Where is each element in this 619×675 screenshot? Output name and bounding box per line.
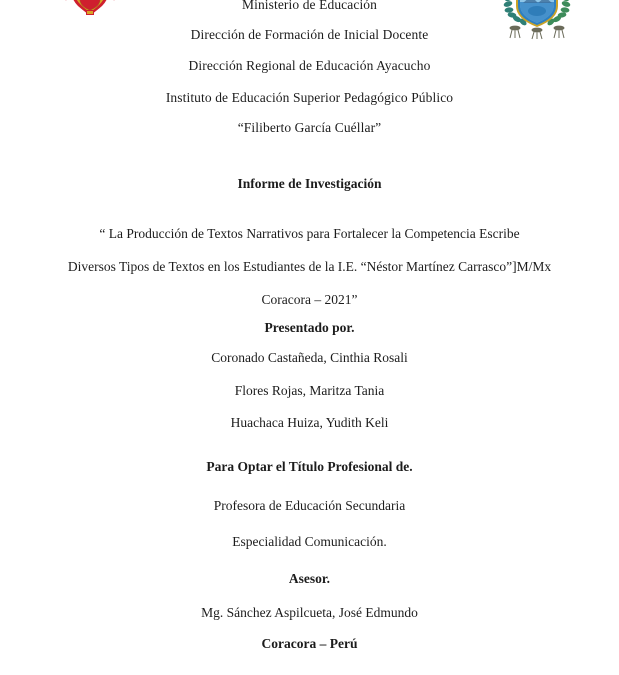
degree-title: Profesora de Educación Secundaria <box>213 498 406 513</box>
report-type-label: Informe de Investigación <box>237 176 382 191</box>
footer-place: Coracora – Perú <box>261 636 358 651</box>
advisor-name: Mg. Sánchez Aspilcueta, José Edmundo <box>201 605 418 620</box>
report-title-line-1: “ La Producción de Textos Narrativos para Fortalecer la Competencia Escribe <box>99 226 520 241</box>
advisor-heading: Asesor. <box>288 571 331 586</box>
degree-specialty: Especialidad Comunicación. <box>232 534 387 549</box>
header-institute: Instituto de Educación Superior Pedagógico Público <box>165 90 454 105</box>
authors-heading: Presentado por. <box>264 320 355 335</box>
header-ministry: Ministerio de Educación <box>241 0 377 12</box>
author-name: Flores Rojas, Maritza Tania <box>234 383 385 398</box>
header-institute-name: “Filiberto García Cuéllar” <box>237 120 382 135</box>
report-title-line-3: Coracora – 2021” <box>261 292 358 307</box>
report-title-line-2: Diversos Tipos de Textos en los Estudiantes de la I.E. “Néstor Martínez Carrasco”]M/Mx <box>67 259 552 274</box>
author-name: Coronado Castañeda, Cinthia Rosali <box>211 350 408 365</box>
header-direction-regional: Dirección Regional de Educación Ayacucho <box>188 58 431 73</box>
author-name: Huachaca Huiza, Yudith Keli <box>230 415 389 430</box>
degree-heading: Para Optar el Título Profesional de. <box>206 459 413 474</box>
header-direction-fid: Dirección de Formación de Inicial Docente <box>190 27 429 42</box>
